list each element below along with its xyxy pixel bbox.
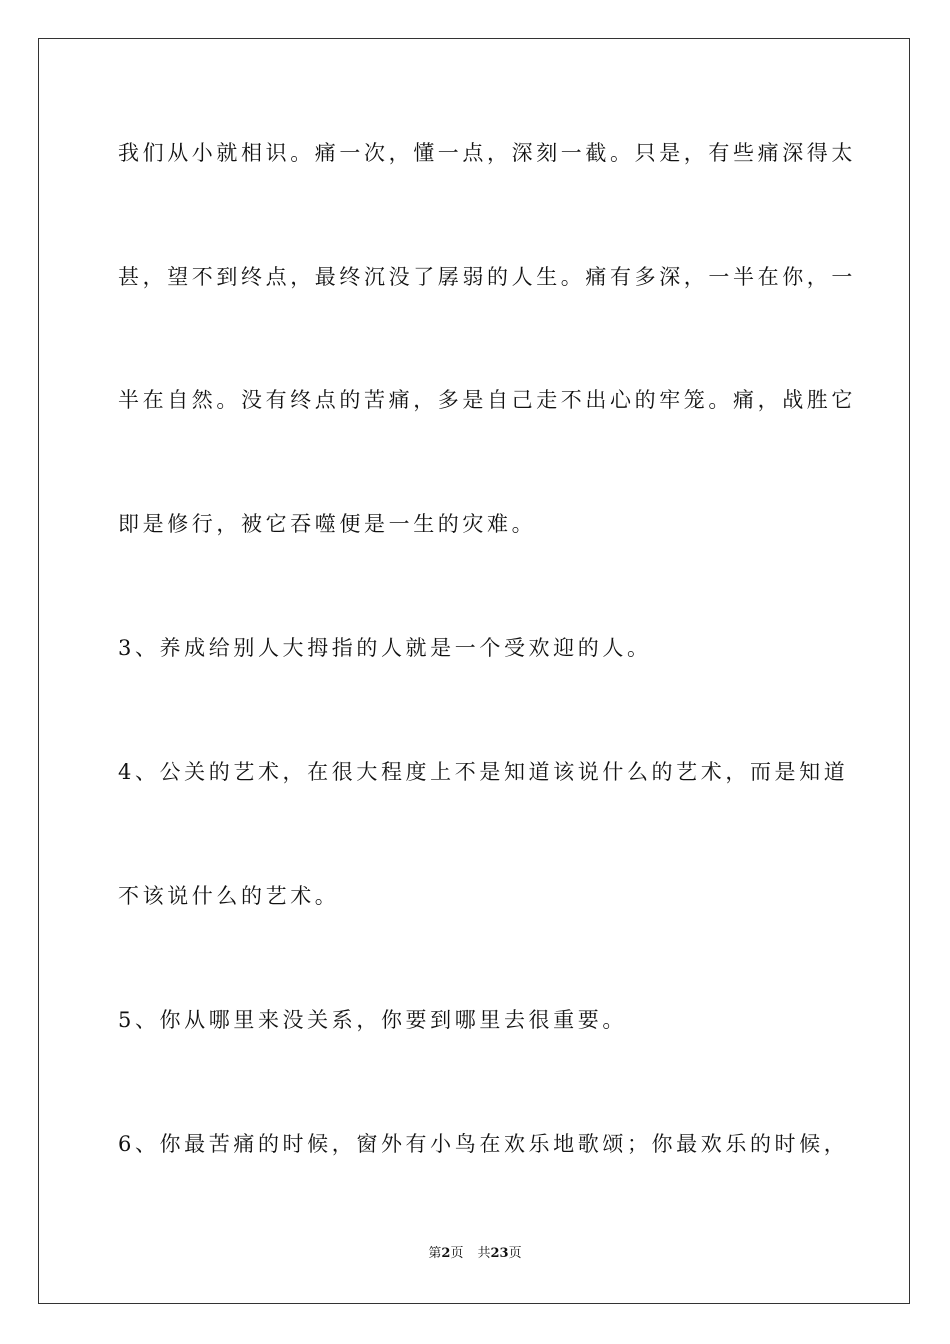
- footer-page-number: 2: [441, 1246, 451, 1261]
- page-border: [38, 38, 910, 1304]
- text-line-1: 我们从小就相识。痛一次，懂一点，深刻一截。只是，有些痛深得太: [118, 141, 856, 165]
- text-line-6: 4、公关的艺术，在很大程度上不是知道该说什么的艺术，而是知道: [118, 760, 849, 784]
- footer-total-prefix: 共: [477, 1246, 491, 1261]
- text-line-9: 6、你最苦痛的时候，窗外有小鸟在欢乐地歌颂；你最欢乐的时候，: [118, 1132, 849, 1156]
- text-line-2: 甚，望不到终点，最终沉没了孱弱的人生。痛有多深，一半在你，一: [118, 265, 856, 289]
- text-line-8: 5、你从哪里来没关系，你要到哪里去很重要。: [118, 1008, 627, 1032]
- footer-page-prefix: 第: [428, 1246, 442, 1261]
- text-line-7: 不该说什么的艺术。: [118, 884, 340, 908]
- text-line-5: 3、养成给别人大拇指的人就是一个受欢迎的人。: [118, 636, 652, 660]
- page-footer: [0, 1245, 950, 1263]
- text-line-4: 即是修行，被它吞噬便是一生的灾难。: [118, 512, 537, 536]
- footer-total-pages: 23: [490, 1246, 509, 1261]
- footer-total-suffix: 页: [508, 1246, 522, 1261]
- footer-page-suffix: 页: [450, 1246, 464, 1261]
- text-line-3: 半在自然。没有终点的苦痛，多是自己走不出心的牢笼。痛，战胜它: [118, 388, 856, 412]
